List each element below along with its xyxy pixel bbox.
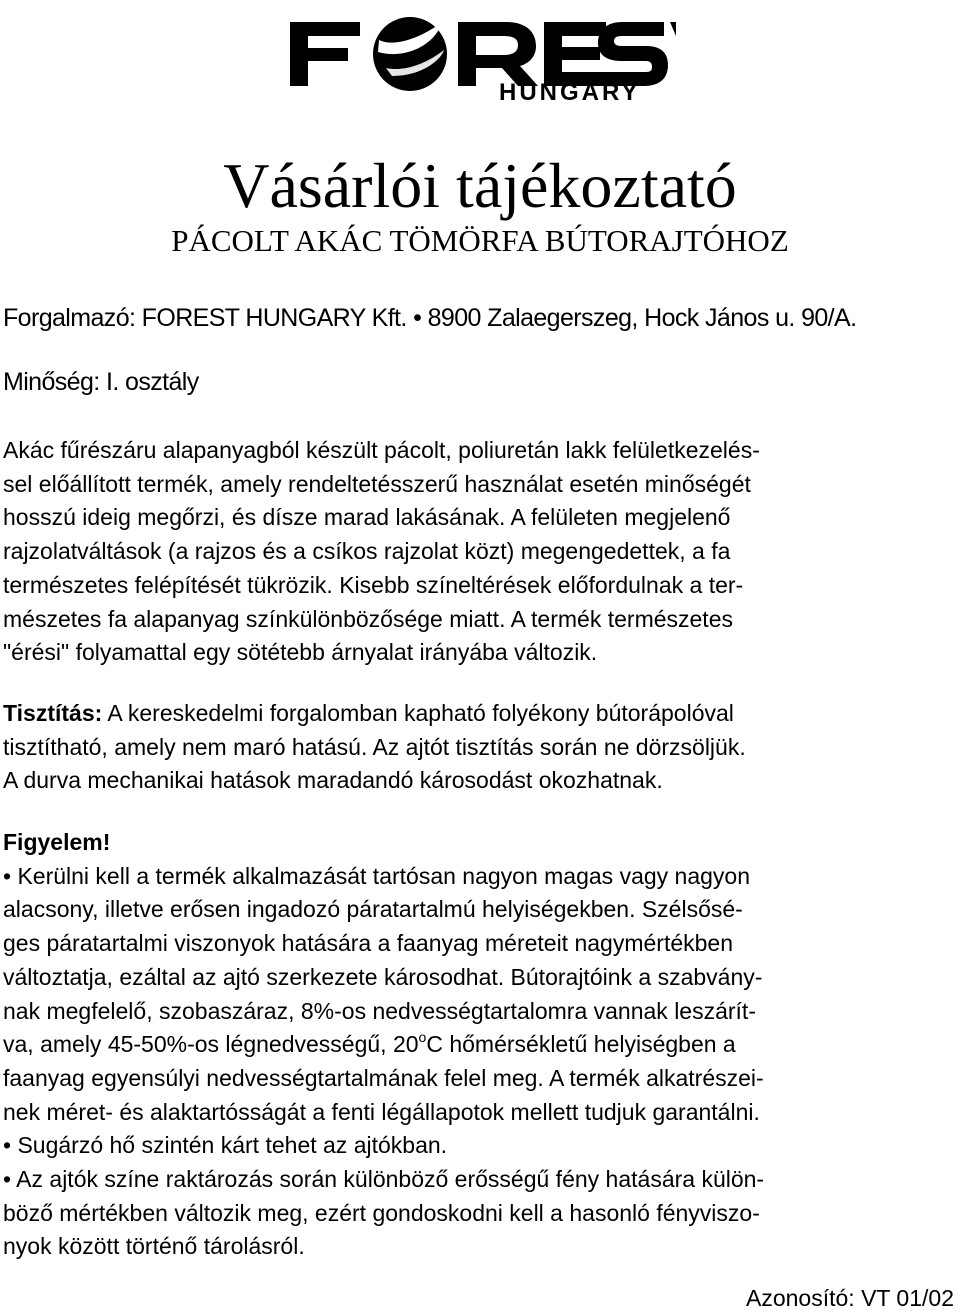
warning-line: böző mértékben változik meg, ezért gondoskodni kell a hasonló fényviszo- bbox=[3, 1199, 760, 1226]
page-title: Vásárlói tájékoztató bbox=[223, 150, 737, 221]
warning-line: nak megfelelő, szobaszáraz, 8%-os nedvességtartalomra vannak leszárít- bbox=[3, 997, 756, 1024]
forest-hungary-logo bbox=[286, 14, 676, 106]
warning-line: • Sugárzó hő szintén kárt tehet az ajtókban. bbox=[3, 1132, 448, 1159]
description-line: Akác fűrészáru alapanyagból készült pácolt, poliuretán lakk felületkezelés- bbox=[3, 437, 760, 463]
cleaning-first-line bbox=[3, 697, 933, 731]
warning-line: változtatja, ezáltal az ajtó szerkezete károsodhat. Bútorajtóink a szabvány- bbox=[3, 963, 763, 990]
description-line: mészetes fa alapanyag színkülönbözősége miatt. A termék természetes bbox=[3, 605, 733, 632]
logo-sub-text: HUNGARY bbox=[499, 79, 641, 106]
description-line: sel előállított termék, amely rendeltetésszerű használat esetén minőségét bbox=[3, 470, 751, 497]
description-paragraph bbox=[3, 434, 933, 670]
warning-line: alacsony, illetve erősen ingadozó páratartalmú helyiségekben. Szélsősé- bbox=[3, 896, 743, 923]
cleaning-first-text: A kereskedelmi forgalomban kapható folyékony bútorápolóval bbox=[102, 700, 734, 726]
warning-line: nyok között történő tárolásról. bbox=[3, 1233, 305, 1260]
warning-section bbox=[3, 826, 933, 1264]
description-line: hosszú ideig megőrzi, és dísze marad lakásának. A felületen megjelenő bbox=[3, 504, 731, 531]
temp-before: va, amely 45-50%-os légnedvességű, 20 bbox=[3, 1031, 419, 1058]
warning-heading: Figyelem! bbox=[3, 829, 111, 855]
cleaning-line: A durva mechanikai hatások maradandó károsodást okozhatnak. bbox=[3, 767, 663, 794]
cleaning-line: tisztítható, amely nem maró hatású. Az ajtót tisztítás során ne dörzsöljük. bbox=[3, 733, 746, 760]
warning-line: faanyag egyensúlyi nedvességtartalmának felel meg. A termék alkatrészei- bbox=[3, 1064, 764, 1091]
description-line: rajzolatváltások (a rajzos és a csíkos rajzolat közt) megengedettek, a fa bbox=[3, 538, 731, 565]
warning-line: nek méret- és alaktartósságát a fenti légállapotok mellett tudjuk garantálni. bbox=[3, 1098, 760, 1125]
description-line: "érési" folyamattal egy sötétebb árnyalat irányába változik. bbox=[3, 639, 598, 666]
description-line: természetes felépítését tükrözik. Kisebb színeltérések előfordulnak a ter- bbox=[3, 571, 744, 598]
page-subtitle: PÁCOLT AKÁC TÖMÖRFA BÚTORAJTÓHOZ bbox=[171, 223, 789, 258]
temp-degree-sup: o bbox=[418, 1028, 427, 1045]
cleaning-heading: Tisztítás: bbox=[3, 700, 103, 726]
warning-line: ges páratartalmi viszonyok hatására a faanyag méreteit nagymértékben bbox=[3, 930, 734, 957]
warning-line: • Kerülni kell a termék alkalmazását tartósan nagyon magas vagy nagyon bbox=[3, 862, 751, 889]
cleaning-paragraph bbox=[3, 697, 933, 798]
warning-line: • Az ajtók színe raktározás során különböző erősségű fény hatására külön- bbox=[3, 1166, 765, 1193]
document-identifier: Azonosító: VT 01/02 bbox=[746, 1285, 954, 1311]
temp-after: C hőmérsékletű helyiségben a bbox=[426, 1031, 736, 1058]
warning-temperature-line bbox=[3, 1028, 933, 1062]
distributor-info: Forgalmazó: FOREST HUNGARY Kft. • 8900 Zalaegerszeg, Hock János u. 90/A. bbox=[3, 304, 857, 332]
quality-info: Minőség: I. osztály bbox=[3, 368, 199, 396]
